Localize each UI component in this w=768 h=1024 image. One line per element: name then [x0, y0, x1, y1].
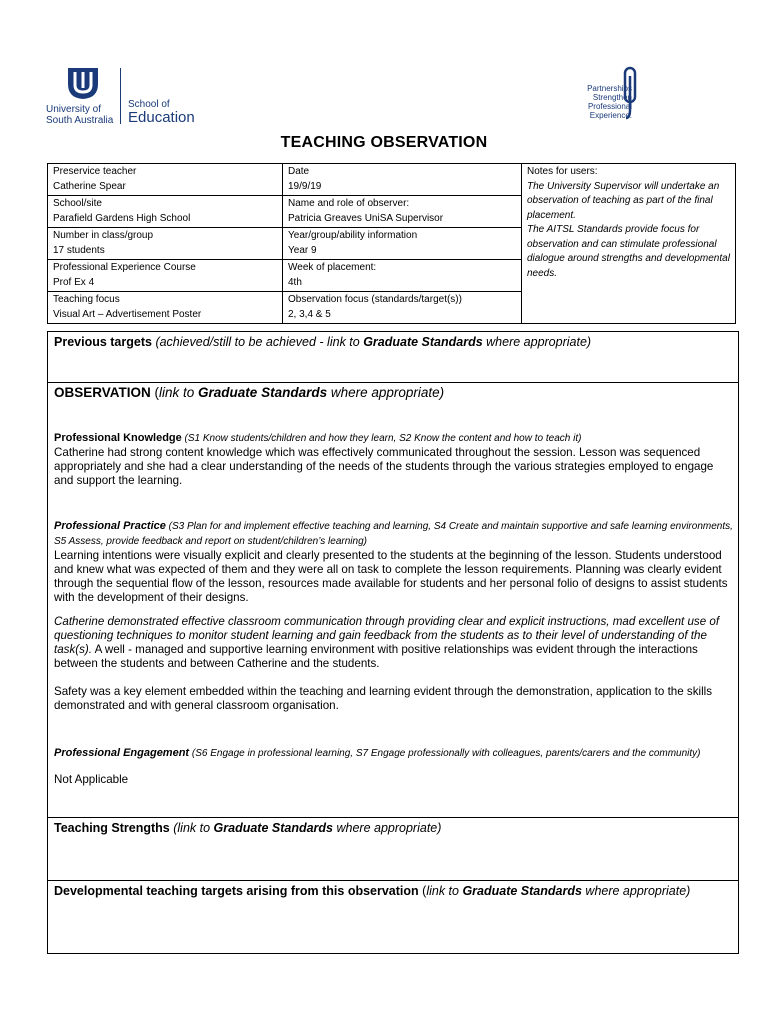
notes-heading: Notes for users: [527, 166, 598, 177]
partners-line1: Partnerships [587, 84, 632, 93]
practice-italic-text: Catherine demonstrated effective classroom communication through providing clear and explicit instructions, mad excellent use of questioning techniques to monitor student learning and gain feedback from the students as to their level of understanding of the task(s). [54, 615, 720, 656]
cell-value: 17 students [53, 244, 105, 256]
observation-label: OBSERVATION [54, 385, 151, 400]
teaching-strengths-heading [54, 819, 441, 837]
section-heading [54, 431, 734, 446]
teaching-strengths-box [47, 817, 739, 881]
unisa-line1: University of [46, 104, 102, 115]
cell-label: Name and role of observer: [288, 198, 410, 209]
section-heading [54, 746, 734, 761]
cell-value: Patricia Greaves UniSA Supervisor [288, 212, 444, 224]
cell-label: Date [288, 166, 310, 177]
partnerships-mark-icon [622, 66, 638, 120]
document-title: TEACHING OBSERVATION [280, 134, 488, 151]
graduate-standards-text: Graduate Standards [213, 821, 334, 835]
teaching-focus-cell [48, 292, 283, 324]
info-table [47, 163, 736, 324]
professional-engagement-section [54, 746, 734, 787]
partners-line3: Professional [587, 102, 632, 111]
school-site-cell [48, 196, 283, 228]
hint-text: ( [418, 884, 427, 898]
observation-focus-cell [283, 292, 522, 324]
previous-targets-label: Previous targets [54, 335, 152, 349]
professional-practice-label: Professional Practice [54, 520, 166, 532]
previous-targets-box [47, 331, 739, 383]
cell-label: Week of placement: [288, 262, 377, 273]
table-row [48, 164, 736, 196]
hint-text: (link to [169, 821, 214, 835]
graduate-standards-text: Graduate Standards [363, 335, 483, 349]
class-size-cell [48, 228, 283, 260]
professional-practice-section [54, 519, 734, 713]
cell-value: Visual Art – Advertisement Poster [53, 308, 202, 320]
hint-text: link to [426, 884, 463, 898]
professional-practice-text-3: Safety was a key element embedded within the teaching and learning evident through the demonstration, application to the skills demonstrated and with general classroom organisation. [54, 685, 713, 712]
developmental-targets-heading [54, 882, 714, 900]
professional-engagement-label: Professional Engagement [54, 747, 190, 759]
hint-text: (achieved/still to be achieved - link to [151, 335, 364, 349]
notes-cell [522, 164, 736, 324]
cell-value: Parafield Gardens High School [53, 212, 191, 224]
professional-engagement-text: Not Applicable [54, 773, 129, 786]
course-cell [48, 260, 283, 292]
graduate-standards-text: Graduate Standards [198, 385, 328, 400]
school-of-label: School of [128, 99, 170, 110]
cell-value: 4th [288, 276, 302, 288]
cell-label: Observation focus (standards/target(s)) [288, 294, 462, 305]
practice-text-rest: A well - managed and supportive learning environment with positive relationships was evident through the interactions between the students and between Catherine and the students. [54, 643, 698, 670]
logo-divider [120, 68, 121, 124]
notes-body: The University Supervisor will undertake an observation of teaching as part of the final placement. [527, 180, 720, 221]
observation-heading [54, 385, 444, 400]
section-hint: (S6 Engage in professional learning, S7 Engage professionally with colleagues, parents/carers and the community) [189, 748, 701, 759]
cell-value: 19/9/19 [288, 180, 322, 192]
hint-text: where appropriate) [333, 821, 442, 835]
cell-label: Teaching focus [53, 294, 120, 305]
unisa-shield-icon [66, 66, 100, 100]
professional-practice-text-2 [54, 615, 734, 671]
cell-value: 2, 3,4 & 5 [288, 308, 331, 320]
date-cell [283, 164, 522, 196]
cell-label: Professional Experience Course [53, 262, 196, 273]
cell-label: Preservice teacher [53, 166, 137, 177]
week-cell [283, 260, 522, 292]
unisa-logo [46, 66, 206, 128]
unisa-name [46, 104, 113, 126]
cell-value: Year 9 [288, 244, 317, 256]
hint-text: where appropriate) [327, 385, 445, 400]
preservice-teacher-cell [48, 164, 283, 196]
graduate-standards-text: Graduate Standards [462, 884, 582, 898]
section-hint: (S3 Plan for and implement effective teaching and learning, S4 Create and maintain supportive and safe learning environments, S5 Assess, provide feedback and report on student/children’s learning) [54, 521, 733, 547]
education-label: Education [128, 109, 195, 126]
partners-line4: Experience. [589, 111, 632, 120]
developmental-targets-label: Developmental teaching targets arising from this observation [54, 884, 419, 898]
section-hint: (S1 Know students/children and how they learn, S2 Know the content and how to teach it) [181, 433, 582, 444]
professional-knowledge-section [54, 431, 734, 488]
cell-label: Number in class/group [53, 230, 154, 241]
unisa-line2: South Australia [46, 115, 114, 126]
previous-targets-heading [54, 333, 591, 351]
hint-text: ( [150, 385, 160, 400]
partnerships-logo [566, 66, 676, 126]
observation-box [47, 382, 739, 818]
cell-label: School/site [53, 198, 102, 209]
professional-knowledge-text: Catherine had strong content knowledge which was effectively communicated throughout the session. Lesson was sequenced appropriately and she had a clear understanding of the needs of the students through the various strategies employed to engage and support the learning. [54, 446, 714, 487]
teaching-strengths-label: Teaching Strengths [54, 821, 170, 835]
observer-cell [283, 196, 522, 228]
hint-text: where appropriate) [482, 335, 592, 349]
developmental-targets-box [47, 880, 739, 954]
cell-label: Year/group/ability information [288, 230, 418, 241]
year-group-cell [283, 228, 522, 260]
professional-knowledge-label: Professional Knowledge [54, 432, 182, 444]
cell-value: Catherine Spear [53, 180, 126, 192]
partners-line2: Strengthen [592, 93, 632, 102]
hint-text: link to [159, 385, 199, 400]
notes-body-2: The AITSL Standards provide focus for observation and can stimulate professional dialogue around strengths and developmental needs. [527, 224, 730, 279]
section-heading [54, 519, 734, 549]
hint-text: where appropriate) [581, 884, 691, 898]
cell-value: Prof Ex 4 [53, 276, 95, 288]
professional-practice-text: Learning intentions were visually explicit and clearly presented to the students at the beginning of the lesson. Students understood and knew what was expected of them and they were all on task to complete the lesson requirements. Planning was clearly evident through the sequential flow of the lesson, resources made available for students and her personal folio of designs to assist students with the development of their designs. [54, 549, 728, 604]
